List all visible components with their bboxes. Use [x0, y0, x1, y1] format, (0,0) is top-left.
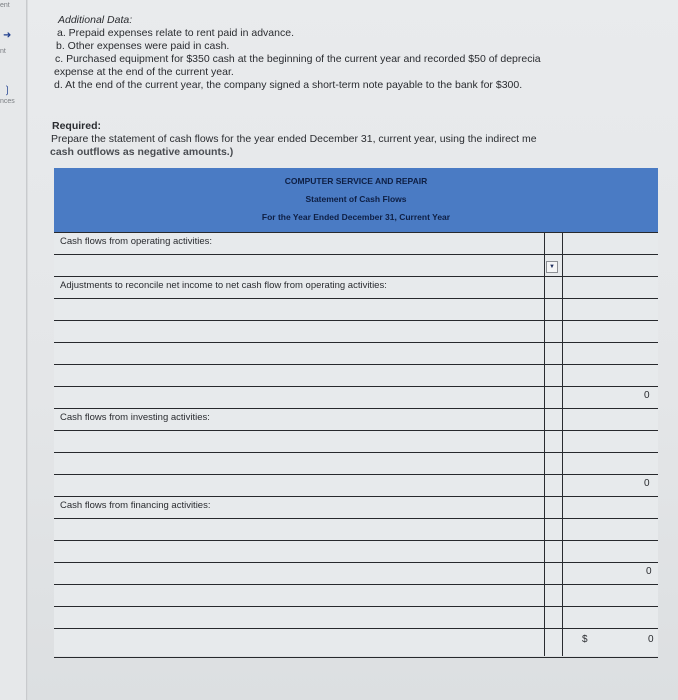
adjustments-row [54, 276, 658, 299]
additional-item-c: c. Purchased equipment for $350 cash at the beginning of the current year and recorded $50 of deprecia [55, 53, 541, 65]
cash-flow-statement [54, 168, 658, 656]
investing-section-row [54, 408, 658, 431]
operating-total-row[interactable] [54, 386, 658, 409]
table-row[interactable] [54, 452, 658, 475]
financing-total-value: 0 [646, 566, 652, 577]
financing-label: Cash flows from financing activities: [60, 500, 211, 511]
financing-total-row[interactable] [54, 562, 658, 585]
table-row[interactable] [54, 540, 658, 563]
additional-item-d: d. At the end of the current year, the company signed a short-term note payable to the bank for $300. [54, 79, 523, 91]
table-row[interactable] [54, 298, 658, 321]
table-row[interactable] [54, 606, 658, 629]
table-row[interactable] [54, 430, 658, 453]
required-instruction-note: cash outflows as negative amounts.) [50, 146, 234, 158]
additional-data-title: Additional Data: [58, 14, 133, 26]
table-row[interactable] [54, 364, 658, 387]
statement-title: Statement of Cash Flows [305, 194, 407, 204]
operating-total-value: 0 [644, 390, 650, 401]
adjustments-label: Adjustments to reconcile net income to net cash flow from operating activities: [60, 280, 387, 291]
left-sidebar [0, 0, 27, 700]
assignment-content [28, 0, 678, 700]
investing-label: Cash flows from investing activities: [60, 412, 210, 423]
table-row[interactable] [54, 254, 658, 277]
arrow-icon[interactable]: ➜ [3, 30, 12, 41]
table-row[interactable] [54, 320, 658, 343]
sidebar-item-2[interactable]: nt [0, 48, 6, 55]
sidebar-item-3[interactable]: nces [0, 98, 15, 105]
table-row[interactable] [54, 342, 658, 365]
table-row[interactable] [54, 518, 658, 541]
investing-total-row[interactable] [54, 474, 658, 497]
investing-total-value: 0 [644, 478, 650, 489]
financing-section-row [54, 496, 658, 519]
statement-period: For the Year Ended December 31, Current Year [261, 212, 451, 222]
operating-section-row [54, 232, 658, 255]
chevron-down-icon[interactable]: ▼ [546, 261, 558, 273]
company-name: COMPUTER SERVICE AND REPAIR [284, 176, 428, 186]
required-instruction: Prepare the statement of cash flows for the year ended December 31, current year, using the indirect me [51, 133, 537, 145]
statement-header [54, 168, 658, 232]
net-currency-symbol: $ [582, 634, 588, 645]
sidebar-item-1[interactable]: ent [0, 2, 10, 9]
net-total-value: 0 [648, 634, 654, 645]
additional-item-a: a. Prepaid expenses relate to rent paid in advance. [57, 27, 294, 39]
additional-item-b: b. Other expenses were paid in cash. [56, 40, 230, 52]
bracket-icon[interactable]: ❳ [3, 85, 12, 96]
table-row[interactable] [54, 584, 658, 607]
additional-item-c-continued: expense at the end of the current year. [54, 66, 234, 78]
net-change-row[interactable] [54, 628, 658, 658]
operating-label: Cash flows from operating activities: [60, 236, 213, 247]
required-title: Required: [52, 120, 102, 132]
